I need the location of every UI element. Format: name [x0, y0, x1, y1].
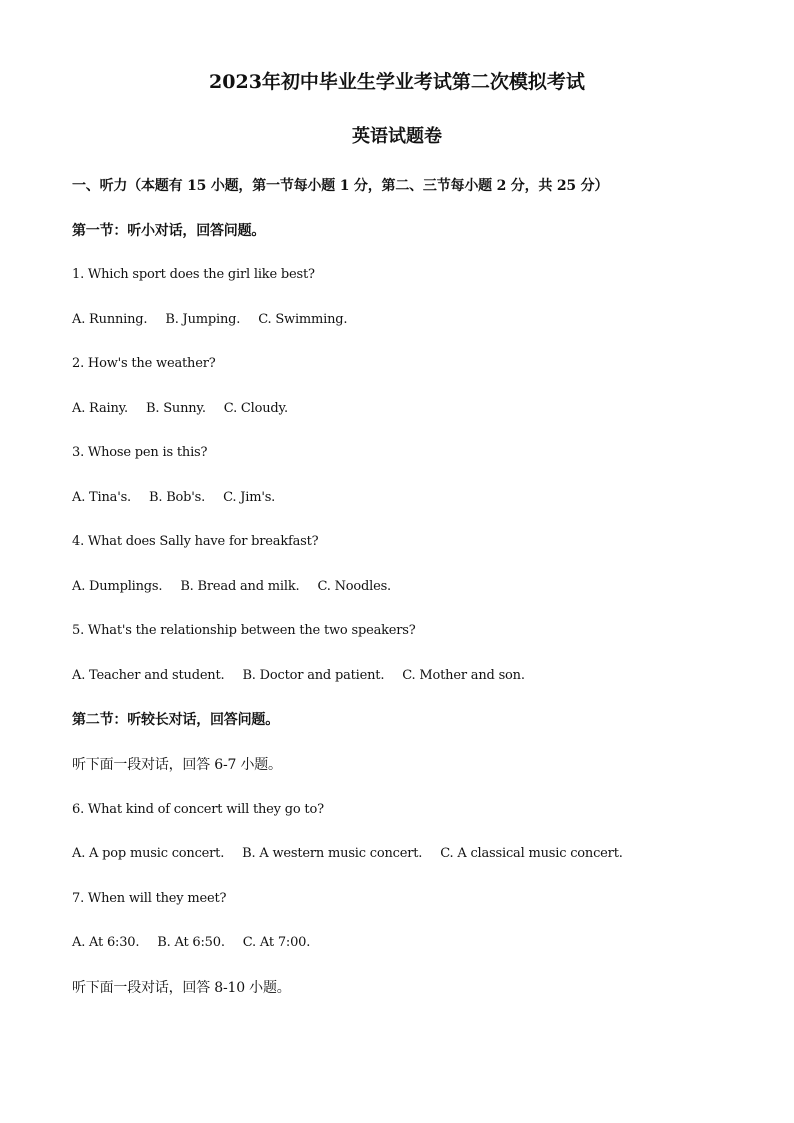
question-7: 7. When will they meet? [72, 891, 227, 906]
section-heading-listening: 一、听力（本题有 15 小题，第一节每小题 1 分，第二、三节每小题 2 分，共 25 分） [72, 178, 609, 194]
option-a: A. Dumplings. [72, 579, 163, 594]
exam-title: 2023年初中毕业生学业考试第二次模拟考试 [209, 71, 585, 93]
option-b: B. Jumping. [165, 312, 241, 327]
question-5: 5. What's the relationship between the two speakers? [72, 623, 416, 638]
option-a: A. Rainy. [72, 401, 128, 416]
option-a: A. Tina's. [72, 490, 131, 505]
option-c: C. A classical music concert. [440, 846, 623, 861]
part2-heading: 第二节：听较长对话，回答问题。 [72, 712, 279, 728]
question-7-options [72, 935, 310, 951]
question-1-options [72, 312, 347, 328]
question-2: 2. How's the weather? [72, 356, 216, 371]
option-a: A. Teacher and student. [72, 668, 225, 683]
option-c: C. Mother and son. [402, 668, 525, 683]
option-b: B. Bob's. [148, 490, 206, 505]
dialogue-intro-6-7: 听下面一段对话，回答 6-7 小题。 [72, 757, 282, 773]
option-c: C. Swimming. [258, 312, 348, 327]
question-1: 1. Which sport does the girl like best? [72, 267, 315, 282]
question-3-options [72, 490, 275, 506]
option-c: C. Cloudy. [223, 401, 288, 416]
option-c: C. At 7:00. [242, 935, 311, 950]
option-a: A. Running. [72, 312, 148, 327]
question-6-options [72, 846, 623, 862]
question-3: 3. Whose pen is this? [72, 445, 208, 460]
option-c: C. Noodles. [317, 579, 391, 594]
question-6: 6. What kind of concert will they go to? [72, 802, 324, 817]
dialogue-intro-8-10: 听下面一段对话，回答 8-10 小题。 [72, 980, 291, 996]
option-a: A. At 6:30. [72, 935, 140, 950]
question-4-options [72, 579, 391, 595]
question-4: 4. What does Sally have for breakfast? [72, 534, 319, 549]
option-b: B. Doctor and patient. [242, 668, 385, 683]
option-b: B. Bread and milk. [180, 579, 300, 594]
part1-heading: 第一节：听小对话，回答问题。 [72, 223, 266, 239]
question-2-options [72, 401, 288, 417]
option-b: B. A western music concert. [242, 846, 423, 861]
option-a: A. A pop music concert. [72, 846, 225, 861]
paper-subtitle: 英语试题卷 [352, 126, 442, 147]
option-c: C. Jim's. [223, 490, 276, 505]
option-b: B. At 6:50. [157, 935, 225, 950]
option-b: B. Sunny. [145, 401, 206, 416]
question-5-options [72, 668, 525, 684]
